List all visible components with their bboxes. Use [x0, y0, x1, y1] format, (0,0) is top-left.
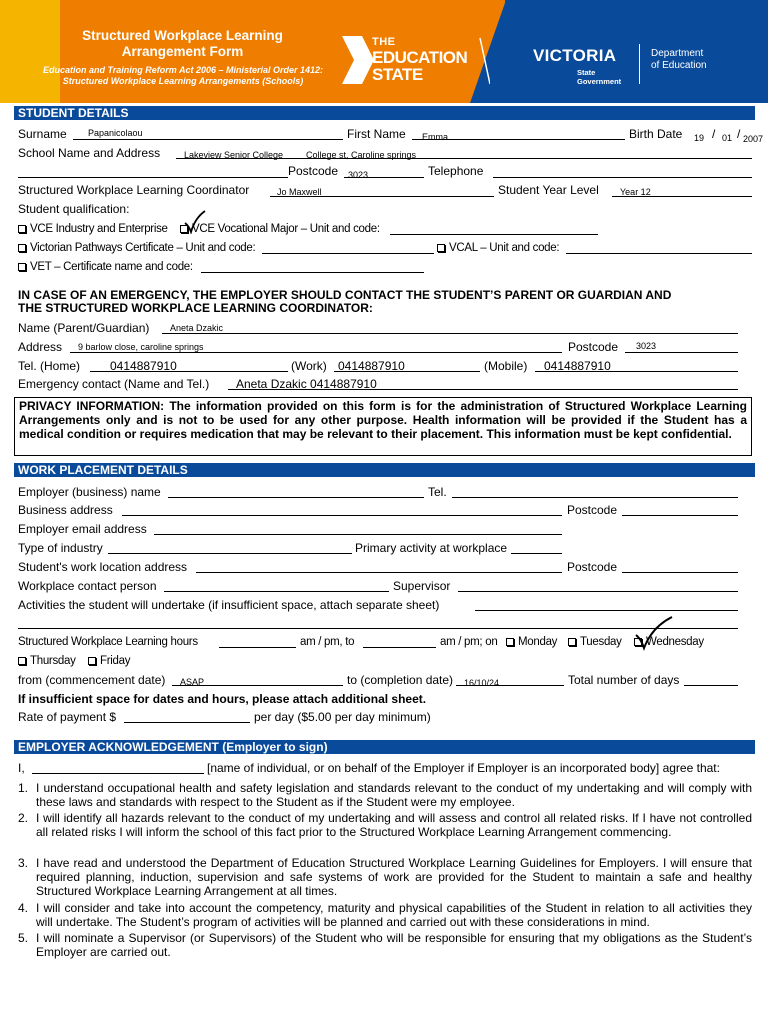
vpc-unit-line[interactable] — [262, 253, 434, 254]
vic-logo-state-government: State Government — [577, 68, 622, 86]
guardian-name-line[interactable] — [162, 333, 738, 334]
commencement-value[interactable]: ASAP — [180, 677, 205, 687]
ack-item-4: 4. I will consider and take into account the competency, maturity and physical capabilities of the Student in relation to all activities they will undertake. The Student’s program of activities will be planned and carried out with these considerations in mind. — [18, 901, 752, 929]
work-location-label: Student's work location address — [18, 560, 188, 574]
industry-type-label: Type of industry — [18, 541, 103, 555]
commencement-label: from (commencement date) — [18, 673, 166, 687]
industry-type-line[interactable] — [108, 553, 352, 554]
option-vce-industry-enterprise[interactable]: VCE Industry and Enterprise — [18, 222, 168, 236]
postcode-label: Postcode — [288, 164, 339, 178]
employer-name-line[interactable] — [168, 497, 424, 498]
edu-logo-state: STATE — [372, 65, 423, 84]
department-of-education: Department of Education — [651, 48, 707, 71]
employer-name-label: Employer (business) name — [18, 485, 161, 499]
student-details-header: STUDENT DETAILS — [14, 106, 755, 120]
birth-day-value[interactable]: 19 — [694, 133, 705, 143]
option-victorian-pathways[interactable]: Victorian Pathways Certificate – Unit and code: — [18, 241, 255, 255]
work-location-postcode-line[interactable] — [622, 572, 738, 573]
primary-activity-label: Primary activity at workplace — [355, 541, 508, 555]
birth-year-value[interactable]: 2007 — [743, 134, 764, 144]
business-postcode-line[interactable] — [622, 515, 738, 516]
emergency-postcode-line[interactable] — [625, 352, 738, 353]
day-tuesday[interactable]: Tuesday — [568, 635, 622, 649]
logo-divider — [639, 44, 640, 84]
vet-certificate-line[interactable] — [201, 272, 424, 273]
employer-email-label: Employer email address — [18, 522, 147, 536]
emergency-contact-label: Emergency contact (Name and Tel.) — [18, 377, 210, 391]
year-level-label: Student Year Level — [498, 183, 599, 197]
firstname-value[interactable]: Emma — [422, 132, 449, 142]
day-friday[interactable]: Friday — [88, 654, 130, 668]
form-title: Structured Workplace Learning Arrangement Form — [82, 28, 283, 59]
school-label: School Name and Address — [18, 146, 161, 160]
rate-of-payment-line[interactable] — [124, 722, 250, 723]
telephone-field-line[interactable] — [493, 177, 752, 178]
employer-name-signature-line[interactable] — [32, 773, 204, 774]
vce-vm-unit-line[interactable] — [390, 234, 598, 235]
activities-label: Activities the student will undertake (if insufficient space, attach separate sheet) — [18, 598, 440, 612]
ack-item-1: 1. I understand occupational health and safety legislation and standards relevant to the conduct of my undertaking and will comply with these laws and standards with respect to the Student as if the Student were my employee. — [18, 781, 752, 809]
victoria-government-logo — [533, 40, 763, 90]
form-subtitle: Education and Training Reform Act 2006 – Ministerial Order 1412: Structured Workplace Learning Arrangements (Schools) — [42, 65, 324, 86]
school-name-value[interactable]: Lakeview Senior College — [184, 150, 284, 160]
employer-tel-label: Tel. — [428, 485, 447, 499]
address-line[interactable] — [70, 352, 562, 353]
wednesday-check-mark-icon — [634, 615, 674, 651]
option-vce-vocational-major[interactable]: VCE Vocational Major – Unit and code: — [180, 222, 380, 236]
work-location-line[interactable] — [196, 572, 562, 573]
edu-logo-education: EDUCATION — [372, 48, 468, 67]
day-monday[interactable]: Monday — [506, 635, 557, 649]
emergency-heading-line1: IN CASE OF AN EMERGENCY, THE EMPLOYER SHOULD CONTACT THE STUDENT’S PARENT OR GUARDIAN AND — [18, 288, 672, 302]
address-label: Address — [18, 340, 63, 354]
coordinator-value[interactable]: Jo Maxwell — [277, 187, 322, 197]
hours-ampm-on: am / pm; on — [440, 636, 498, 648]
coordinator-label: Structured Workplace Learning Coordinator — [18, 183, 250, 197]
business-address-label: Business address — [18, 503, 113, 517]
year-level-value[interactable]: Year 12 — [620, 187, 651, 197]
option-vcal[interactable]: VCAL – Unit and code: — [437, 241, 559, 255]
work-placement-header: WORK PLACEMENT DETAILS — [14, 463, 755, 477]
hours-start-line[interactable] — [219, 647, 296, 648]
hours-ampm-to: am / pm, to — [300, 636, 355, 648]
friday-checkbox[interactable] — [88, 657, 96, 665]
guardian-name-label: Name (Parent/Guardian) — [18, 321, 150, 335]
guardian-name-value[interactable]: Aneta Dzakic — [170, 323, 224, 333]
birth-slash-2: / — [737, 127, 741, 141]
vce-vm-check-mark-icon — [184, 210, 206, 234]
contact-person-label: Workplace contact person — [18, 579, 157, 593]
vce-ie-checkbox[interactable] — [18, 225, 26, 233]
birthdate-label: Birth Date — [629, 127, 683, 141]
postcode-value[interactable]: 3023 — [348, 170, 369, 180]
option-vet[interactable]: VET – Certificate name and code: — [18, 260, 193, 274]
emergency-postcode-label: Postcode — [568, 340, 619, 354]
employer-tel-line[interactable] — [452, 497, 738, 498]
vcal-checkbox[interactable] — [437, 244, 445, 252]
firstname-label: First Name — [347, 127, 406, 141]
work-location-postcode-label: Postcode — [567, 560, 618, 574]
day-wednesday[interactable]: Wednesday — [634, 635, 704, 649]
emergency-postcode-value[interactable]: 3023 — [636, 341, 657, 351]
hours-end-line[interactable] — [363, 647, 436, 648]
ack-intro-suffix: [name of individual, or on behalf of the Employer if Employer is an incorporated body] agree that: — [207, 761, 720, 775]
emergency-heading-line2: THE STRUCTURED WORKPLACE LEARNING COORDINATOR: — [18, 301, 373, 315]
tuesday-checkbox[interactable] — [568, 638, 576, 646]
business-postcode-label: Postcode — [567, 503, 618, 517]
ack-item-3: 3. I have read and understood the Department of Education Structured Workplace Learning Guidelines for Employers. I will ensure that required planning, induction, supervision and safe systems of work are provided for the Student to maintain a safe and healthy Structured Workplace Learning Arrangement at all times. — [18, 856, 752, 898]
total-days-line[interactable] — [684, 685, 738, 686]
vpc-checkbox[interactable] — [18, 244, 26, 252]
vcal-unit-line[interactable] — [566, 253, 752, 254]
tel-work-label: (Work) — [291, 359, 327, 373]
qualification-label: Student qualification: — [18, 202, 130, 216]
rate-of-payment-label: Rate of payment $ — [18, 710, 117, 724]
completion-value[interactable]: 16/10/24 — [464, 678, 500, 688]
tel-mobile-label: (Mobile) — [484, 359, 528, 373]
tel-home-label: Tel. (Home) — [18, 359, 81, 373]
day-thursday[interactable]: Thursday — [18, 654, 76, 668]
completion-label: to (completion date) — [347, 673, 454, 687]
primary-activity-line[interactable] — [511, 553, 562, 554]
address-value[interactable]: 9 barlow close, caroline springs — [78, 342, 204, 352]
birth-month-value[interactable]: 01 — [722, 133, 733, 143]
activities-line-1[interactable] — [475, 610, 738, 611]
privacy-information-box: PRIVACY INFORMATION: The information provided on this form is for the administration of Structured Workplace Learning Arrangements only and is not to be used for any other purpose. Health information will be provided if the Student has a medical condition or requires medication that may be relevant to their placement. This information must be kept confidential. — [14, 397, 752, 456]
birth-slash-1: / — [712, 127, 716, 141]
supervisor-line[interactable] — [458, 591, 738, 592]
business-address-line[interactable] — [122, 515, 562, 516]
employer-acknowledgement-header: EMPLOYER ACKNOWLEDGEMENT (Employer to sign) — [14, 740, 755, 754]
contact-person-line[interactable] — [164, 591, 389, 592]
telephone-label: Telephone — [428, 164, 484, 178]
school-address-line-2[interactable] — [18, 177, 288, 178]
tel-work-value[interactable]: 0414887910 — [338, 359, 405, 373]
supervisor-label: Supervisor — [393, 579, 451, 593]
education-state-logo — [340, 34, 490, 86]
tel-home-value[interactable]: 0414887910 — [110, 359, 177, 373]
surname-label: Surname — [18, 127, 67, 141]
rate-suffix: per day ($5.00 per day minimum) — [254, 710, 431, 724]
surname-value[interactable]: Papanicolaou — [88, 128, 143, 138]
surname-field-line[interactable] — [73, 139, 343, 140]
tel-mobile-value[interactable]: 0414887910 — [544, 359, 611, 373]
monday-checkbox[interactable] — [506, 638, 514, 646]
edu-logo-the: THE — [372, 36, 396, 48]
employer-email-line[interactable] — [154, 534, 562, 535]
hours-label: Structured Workplace Learning hours — [18, 636, 198, 648]
school-address-value[interactable]: College st, Caroline springs — [306, 150, 417, 160]
header-banner — [0, 0, 768, 103]
vet-checkbox[interactable] — [18, 263, 26, 271]
emergency-contact-value[interactable]: Aneta Dzakic 0414887910 — [236, 377, 377, 391]
ack-item-2: 2. I will identify all hazards relevant to the conduct of my undertaking and will assess and control all related risks. If I have not controlled all related risks I will inform the school of this fact prior to the Structured Workplace Learning Arrangement commencing. — [18, 811, 752, 839]
activities-line-2[interactable] — [18, 628, 738, 629]
vic-logo-name: VICTORIA — [533, 46, 617, 65]
ack-item-5: 5. I will nominate a Supervisor (or Supervisors) of the Student who will be responsible for ensuring that my obligations as the Student’s Employer are carried out. — [18, 931, 752, 959]
insufficient-space-note: If insufficient space for dates and hours, please attach additional sheet. — [18, 692, 427, 706]
total-days-label: Total number of days — [568, 673, 680, 687]
ack-intro-prefix: I, — [18, 761, 25, 775]
thursday-checkbox[interactable] — [18, 657, 26, 665]
